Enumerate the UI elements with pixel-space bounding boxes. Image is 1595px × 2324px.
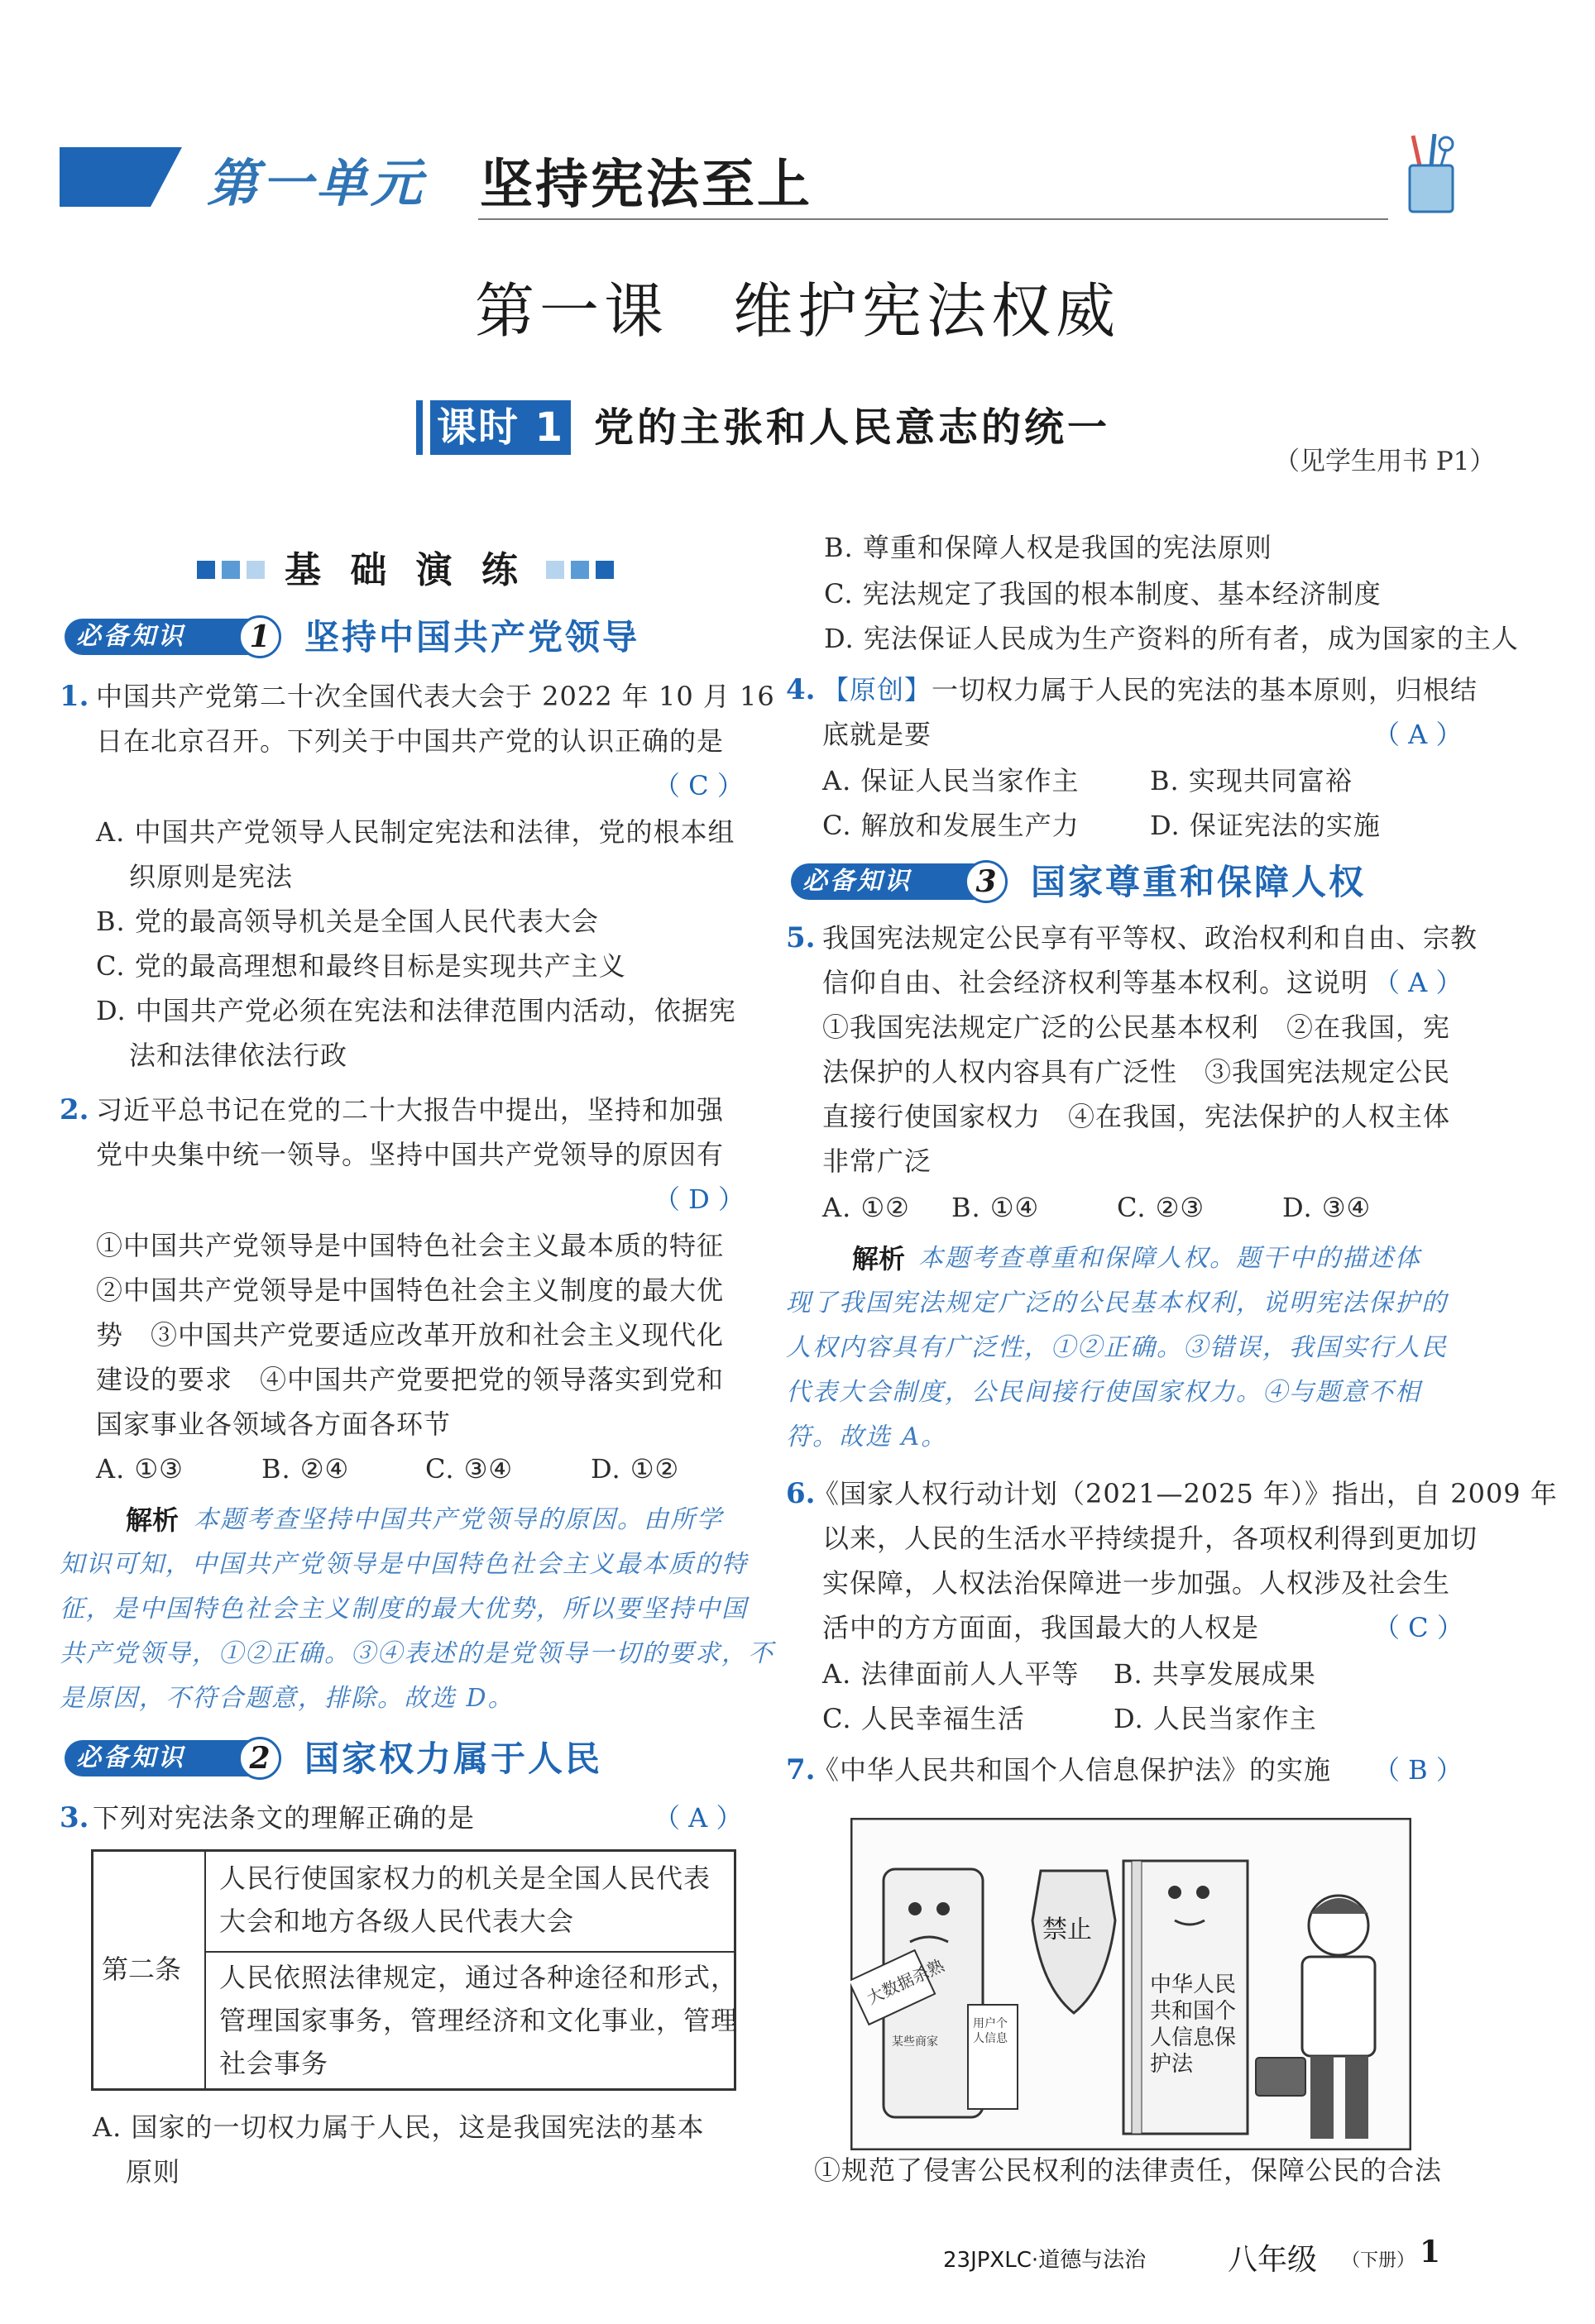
table-cell-text: 人民行使国家权力的机关是全国人民代表 (219, 1863, 711, 1894)
statement-text: ①中国共产党领导是中国特色社会主义最本质的特征 (96, 1230, 725, 1261)
table-cell-text: 社会事务 (219, 2048, 329, 2079)
question-text: 实保障，人权法治保障进一步加强。人权涉及社会生 (822, 1567, 1451, 1599)
section-title: 基 础 演 练 (285, 549, 526, 591)
table-cell-text: 管理国家事务，管理经济和文化事业，管理 (219, 2005, 739, 2036)
option-text: 法和法律依法行政 (129, 1040, 348, 1071)
question-text: 《中华人民共和国个人信息保护法》的实施 (812, 1754, 1332, 1786)
answer-mark: （ C ） (654, 770, 744, 801)
analysis-text: 本题考查尊重和保障人权。题干中的描述体 (918, 1244, 1421, 1273)
question-number: 5. (786, 921, 816, 954)
cartoon-book-text: 中华人民共和国个人信息保护法 (1150, 1973, 1237, 2077)
analysis-text: 本题考查坚持中国共产党领导的原因。由所学 (194, 1505, 723, 1534)
statement-text: ①规范了侵害公民权利的法律责任，保障公民的合法 (814, 2154, 1443, 2186)
question-text: 日在北京召开。下列关于中国共产党的认识正确的是 (96, 725, 725, 757)
statement-text: 建设的要求 ④中国共产党要把党的领导落实到党和 (96, 1364, 725, 1395)
statement-text: 直接行使国家权力 ④在我国，宪法保护的人权主体 (822, 1101, 1451, 1132)
question-text: 底就是要 (822, 719, 932, 750)
knowledge-number: 3 (965, 860, 1008, 903)
analysis-text: 代表大会制度，公民间接行使国家权力。④与题意不相 (786, 1378, 1421, 1407)
question-number: 6. (786, 1477, 816, 1510)
period-badge-bar (416, 400, 423, 455)
question-text-part: 一切权力属于人民的宪法的基本原则，归根结 (932, 674, 1478, 705)
analysis-text: 符。故选 A。 (786, 1423, 948, 1451)
option-text: C. 解放和发展生产力 (822, 810, 1080, 841)
answer-mark: （ A ） (1373, 719, 1463, 750)
knowledge-label: 必备知识 (802, 867, 912, 896)
question-text: 以来，人民的生活水平持续提升，各项权利得到更加切 (822, 1523, 1478, 1554)
statement-text: ②中国共产党领导是中国特色社会主义制度的最大优 (96, 1274, 725, 1306)
question-number: 3. (60, 1801, 89, 1834)
lesson-title: 第一课 维护宪法权威 (474, 276, 1120, 346)
analysis-text: 是原因，不符合题意，排除。故选 D。 (60, 1684, 515, 1713)
question-number: 7. (786, 1753, 816, 1786)
cartoon-shield-text: 禁止 (1042, 1915, 1092, 1944)
option-text: 原则 (126, 2156, 181, 2188)
statement-text: 非常广泛 (822, 1145, 932, 1177)
table-label: 第二条 (102, 1953, 182, 1985)
option-text: D. 保证宪法的实施 (1150, 810, 1381, 841)
answer-mark: （ B ） (1373, 1754, 1463, 1786)
knowledge-label: 必备知识 (76, 622, 185, 651)
footer-grade: 八年级 (1228, 2243, 1318, 2277)
option-text: B. ①④ (951, 1192, 1040, 1223)
answer-mark: （ C ） (1373, 1612, 1463, 1643)
answer-mark: （ A ） (654, 1802, 743, 1834)
question-text: 《国家人权行动计划（2021—2025 年）》指出，自 2009 年 (812, 1478, 1558, 1509)
square-decoration (596, 561, 614, 579)
unit-title: 坚持宪法至上 (480, 154, 812, 216)
knowledge-title: 坚持中国共产党领导 (304, 617, 640, 658)
option-text: A. 国家的一切权力属于人民，这是我国宪法的基本 (93, 2111, 705, 2143)
cartoon-drawing (850, 1818, 1411, 2150)
footer-code: 23JPXLC·道德与法治 (943, 2248, 1147, 2273)
statement-text: 国家事业各领域各方面各环节 (96, 1408, 452, 1440)
option-text: D. 人民当家作主 (1114, 1703, 1317, 1734)
page-number: 1 (1420, 2235, 1441, 2269)
option-text: A. 中国共产党领导人民制定宪法和法律，党的根本组 (96, 816, 735, 848)
square-decoration (571, 561, 589, 579)
analysis-text: 人权内容具有广泛性，①②正确。③错误，我国实行人民 (786, 1333, 1448, 1362)
table-label-cell (93, 1852, 206, 2088)
statement-text: ①我国宪法规定广泛的公民基本权利 ②在我国，宪 (822, 1011, 1451, 1043)
option-text: C. ②③ (1117, 1192, 1205, 1223)
pencil-cup-icon (1398, 132, 1464, 215)
constitution-article-table (91, 1849, 739, 2091)
cartoon-illustration (850, 1818, 1411, 2150)
knowledge-heading-1 (65, 615, 640, 660)
question-number: 4. (786, 673, 816, 706)
table-cell-text: 人民依照法律规定，通过各种途径和形式， (219, 1962, 739, 1993)
statement-text: 法保护的人权内容具有广泛性 ③我国宪法规定公民 (822, 1056, 1451, 1088)
knowledge-heading-2 (65, 1737, 602, 1781)
option-text: D. 中国共产党必须在宪法和法律范围内活动，依据宪 (96, 995, 736, 1026)
option-text: C. 党的最高理想和最终目标是实现共产主义 (96, 950, 626, 982)
option-text: C. ③④ (425, 1453, 514, 1485)
knowledge-label: 必备知识 (76, 1743, 185, 1772)
option-text: A. ①③ (96, 1453, 184, 1485)
knowledge-title: 国家权力属于人民 (304, 1738, 603, 1779)
question-number: 2. (60, 1093, 89, 1126)
option-text: B. ②④ (261, 1453, 350, 1485)
analysis-text: 共产党领导，①②正确。③④表述的是党领导一切的要求，不 (60, 1639, 774, 1668)
option-text: A. 法律面前人人平等 (822, 1658, 1080, 1690)
option-text: B. 实现共同富裕 (1150, 765, 1353, 796)
question-text: 活中的方方面面，我国最大的人权是 (822, 1612, 1260, 1643)
option-text: D. ①② (591, 1453, 680, 1485)
analysis-text: 知识可知，中国共产党领导是中国特色社会主义最本质的特 (60, 1550, 748, 1579)
option-text: B. 尊重和保障人权是我国的宪法原则 (824, 532, 1272, 563)
unit-banner-graphic (60, 147, 182, 207)
period-badge: 课时 1 (430, 400, 571, 455)
answer-mark: （ A ） (1373, 967, 1463, 998)
knowledge-title: 国家尊重和保障人权 (1031, 862, 1367, 902)
knowledge-number: 1 (238, 615, 281, 658)
option-text: C. 人民幸福生活 (822, 1703, 1025, 1734)
question-number: 1. (60, 680, 89, 713)
question-text: 中国共产党第二十次全国代表大会于 2022 年 10 月 16 (96, 681, 775, 712)
analysis-text: 现了我国宪法规定广泛的公民基本权利，说明宪法保护的 (786, 1289, 1448, 1317)
cartoon-merchant-text: 某些商家 (892, 2035, 938, 2049)
unit-label: 第一单元 (207, 153, 426, 213)
option-text: D. ③④ (1282, 1192, 1372, 1223)
analysis-text: 征，是中国特色社会主义制度的最大优势，所以要坚持中国 (60, 1595, 748, 1623)
knowledge-heading-3 (791, 860, 1403, 905)
option-text: A. ①② (822, 1192, 910, 1223)
cartoon-sign-text: 大数据杀熟 (864, 1955, 947, 2009)
question-text (822, 673, 1478, 706)
header-rule (478, 218, 1388, 220)
period-title: 党的主张和人民意志的统一 (594, 404, 1111, 451)
square-decoration (546, 561, 564, 579)
answer-mark: （ D ） (654, 1184, 745, 1215)
question-text: 下列对宪法条文的理解正确的是 (93, 1802, 476, 1834)
cartoon-paper-text: 用户个人信息 (973, 2017, 1008, 2045)
option-text: 织原则是宪法 (129, 861, 294, 892)
option-text: A. 保证人民当家作主 (822, 765, 1080, 796)
question-text: 党中央集中统一领导。坚持中国共产党领导的原因有 (96, 1139, 725, 1170)
option-text: C. 宪法规定了我国的根本制度、基本经济制度 (824, 578, 1382, 610)
knowledge-number: 2 (238, 1737, 281, 1780)
analysis-label: 解析 (126, 1504, 180, 1536)
question-text: 我国宪法规定公民享有平等权、政治权利和自由、宗教 (822, 922, 1478, 954)
question-text: 信仰自由、社会经济权利等基本权利。这说明 (822, 967, 1369, 998)
footer-volume: （下册） (1342, 2250, 1415, 2271)
analysis-label: 解析 (852, 1243, 906, 1274)
statement-text: 势 ③中国共产党要适应改革开放和社会主义现代化 (96, 1319, 725, 1351)
option-text: B. 共享发展成果 (1114, 1658, 1316, 1690)
table-cell-text: 大会和地方各级人民代表大会 (219, 1906, 575, 1937)
option-text: B. 党的最高领导机关是全国人民代表大会 (96, 906, 599, 937)
question-text: 习近平总书记在党的二十大报告中提出，坚持和加强 (96, 1094, 725, 1126)
question-tag: 【原创】 (822, 674, 932, 705)
option-text: D. 宪法保证人民成为生产资料的所有者，成为国家的主人 (824, 623, 1519, 654)
section-header (190, 546, 620, 595)
reference-note: （见学生用书 P1） (1274, 447, 1496, 476)
